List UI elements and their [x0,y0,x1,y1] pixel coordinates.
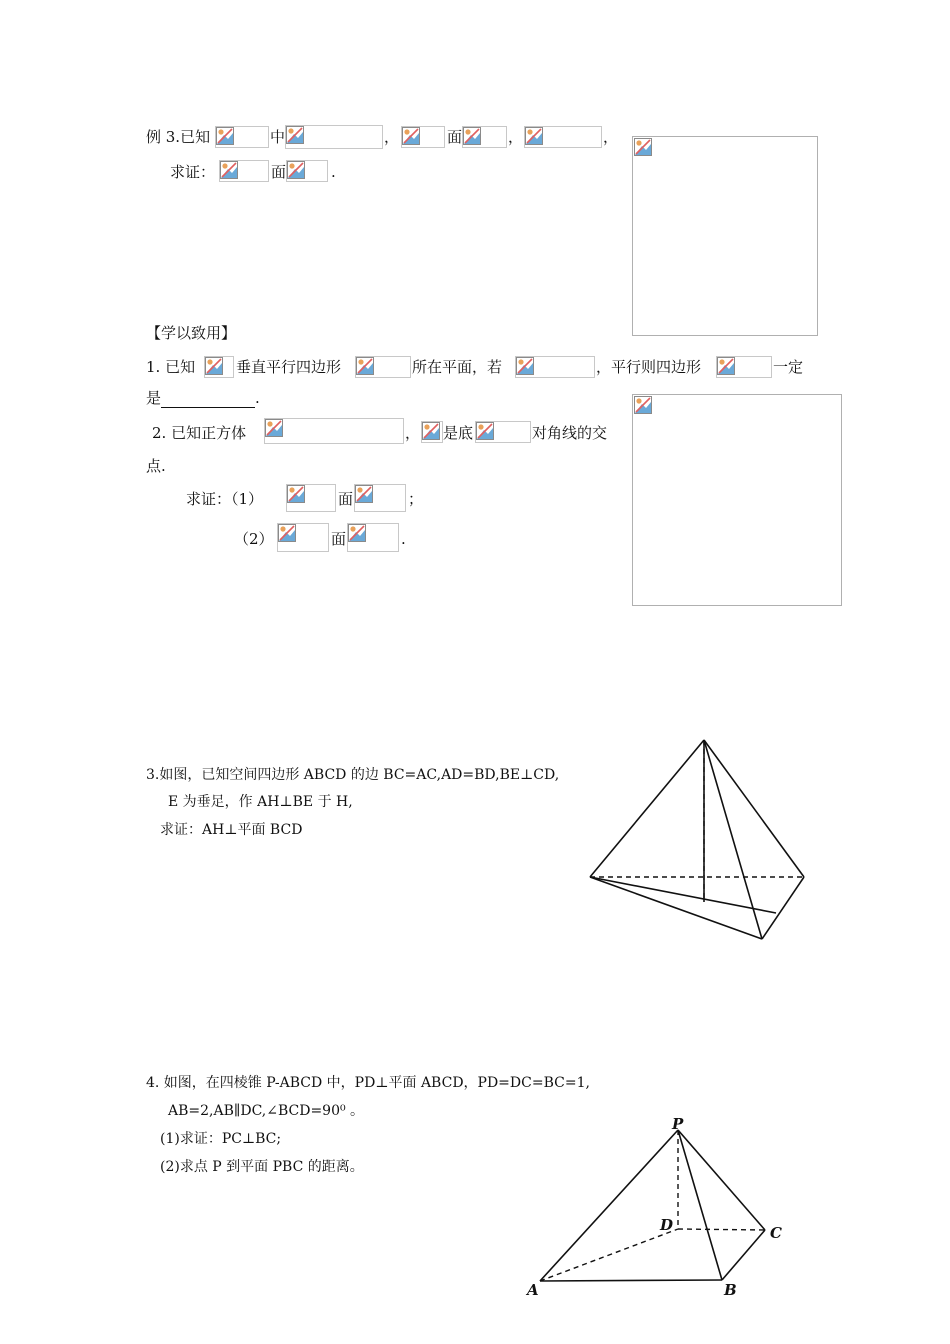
formula-image [716,356,772,378]
formula-image [286,160,328,182]
formula-image [462,126,507,148]
edge-PA [540,1130,678,1281]
q4-line1: 4. 如图，在四棱锥 P-ABCD 中，PD⊥平面 ABCD，PD=DC=BC=1, [146,1075,590,1091]
formula-image [401,126,445,148]
text: . [255,389,260,407]
label-D: D [660,1216,674,1234]
broken-image-icon [525,127,543,145]
section-heading: 【学以致用】 [146,324,237,342]
formula-image [421,421,443,443]
broken-image-icon [355,485,373,503]
edge-AD [540,1229,678,1281]
broken-image-icon [287,485,305,503]
text: （2） [234,530,274,548]
q3-line2: E 为垂足，作 AH⊥BE 于 H, [168,794,353,810]
broken-image-icon [634,396,652,414]
formula-image [515,356,595,378]
broken-image-icon [216,127,234,145]
example3-prefix: 例 3.已知 [146,128,211,146]
text: 是底 [443,424,474,442]
broken-image-icon [287,161,305,179]
broken-image-icon [278,524,296,542]
formula-image [355,356,411,378]
broken-image-icon [402,127,420,145]
broken-image-icon [356,357,374,375]
text: ， [508,128,524,146]
broken-image-icon [634,138,652,156]
text: . [331,163,336,181]
broken-image-icon [265,419,283,437]
figure-image-example3 [632,136,818,336]
q4-line3: (1)求证：PC⊥BC; [160,1131,282,1147]
text: 中 [270,128,286,146]
q3-line3: 求证：AH⊥平面 BCD [160,822,303,838]
formula-image [286,484,336,512]
edge-DC [678,1229,765,1230]
edge-AB [540,1280,722,1281]
tetrahedron-figure [580,730,820,950]
text: 2. 已知正方体 [152,424,247,442]
text: 一定 [773,358,804,376]
broken-image-icon [476,422,494,440]
label-C: C [770,1224,782,1242]
formula-image [475,421,531,443]
broken-image-icon [717,357,735,375]
q3-line1: 3.如图，已知空间四边形 ABCD 的边 BC=AC,AD=BD,BE⊥CD, [146,767,560,783]
formula-image [215,126,269,148]
text: ； [408,490,424,508]
broken-image-icon [463,127,481,145]
pyramid-figure [520,1115,800,1305]
broken-image-icon [220,161,238,179]
text: ，平行则四边形 [596,358,702,376]
label-A: A [527,1281,539,1299]
formula-image [219,160,269,182]
edge [590,877,762,939]
text: 面 [447,128,463,146]
edge-PC [678,1130,765,1230]
edge [762,877,804,939]
text: ， [405,424,421,442]
broken-image-icon [205,357,223,375]
edge-PB [678,1130,722,1280]
text: 面 [271,163,287,181]
segment [590,877,776,913]
formula-image [285,125,383,149]
broken-image-icon [516,357,534,375]
edge-BC [722,1230,765,1280]
label-B: B [724,1281,737,1299]
text: 是 [146,389,162,407]
broken-image-icon [422,422,440,440]
label-P: P [672,1115,684,1133]
formula-image [347,523,399,552]
answer-blank[interactable] [161,393,255,408]
text: 1. 已知 [146,358,196,376]
edge [590,740,704,877]
text: 所在平面，若 [412,358,503,376]
broken-image-icon [286,126,304,144]
prove-label: 求证： [170,163,216,181]
text: 垂直平行四边形 [236,358,342,376]
broken-image-icon [348,524,366,542]
q4-line4: (2)求点 P 到平面 PBC 的距离。 [160,1159,364,1175]
text: 对角线的交 [532,424,608,442]
formula-image [354,484,406,512]
figure-image-q2 [632,394,842,606]
q4-line2: AB=2,AB∥DC,∠BCD=90⁰ 。 [168,1103,365,1119]
text: 面 [338,490,354,508]
text: 面 [331,530,347,548]
q1-line2 [146,388,260,408]
formula-image [277,523,329,552]
text: 点. [146,457,166,475]
prove-label: 求证：（1） [186,490,264,508]
edge [704,740,804,877]
formula-image [524,126,602,148]
text: ， [603,128,619,146]
formula-image [264,418,404,444]
text: . [401,530,406,548]
formula-image [204,356,234,378]
text: ， [384,128,400,146]
